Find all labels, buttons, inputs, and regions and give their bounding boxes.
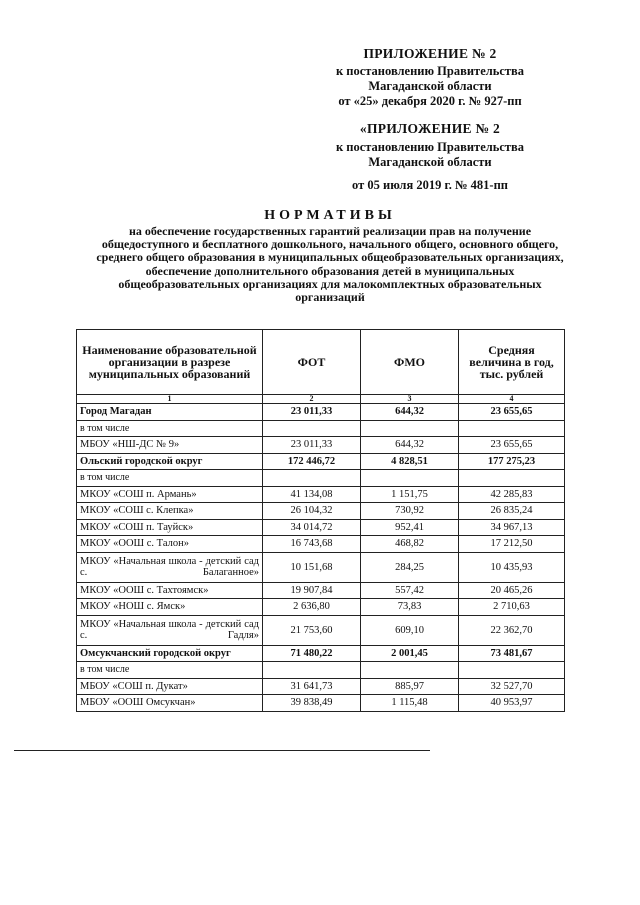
row-fot: 16 743,68 xyxy=(263,536,361,553)
row-fot: 41 134,08 xyxy=(263,486,361,503)
row-fmo: 557,42 xyxy=(361,582,459,599)
table-row-district xyxy=(77,453,565,470)
row-fot: 10 151,68 xyxy=(263,552,361,582)
row-name: МБОУ «НШ-ДС № 9» xyxy=(77,437,263,454)
row-fot: 71 480,22 xyxy=(263,645,361,662)
row-average: 26 835,24 xyxy=(459,503,565,520)
row-name: Омсукчанский городской округ xyxy=(77,645,263,662)
row-fot: 21 753,60 xyxy=(263,615,361,645)
row-fot: 172 446,72 xyxy=(263,453,361,470)
row-fot: 19 907,84 xyxy=(263,582,361,599)
row-average: 17 212,50 xyxy=(459,536,565,553)
row-name: МКОУ «НОШ с. Ямск» xyxy=(77,599,263,616)
table-row xyxy=(77,615,565,645)
appendix-block-original xyxy=(300,121,560,193)
row-fmo: 644,32 xyxy=(361,404,459,421)
row-fot xyxy=(263,662,361,679)
column-number: 4 xyxy=(459,395,565,404)
table-row-subheading xyxy=(77,420,565,437)
row-fot xyxy=(263,470,361,487)
row-average: 42 285,83 xyxy=(459,486,565,503)
row-fmo: 284,25 xyxy=(361,552,459,582)
normatives-table xyxy=(76,329,565,712)
row-average: 73 481,67 xyxy=(459,645,565,662)
column-number: 1 xyxy=(77,395,263,404)
appendix-line: к постановлению Правительства xyxy=(335,64,525,78)
row-fmo: 2 001,45 xyxy=(361,645,459,662)
row-average: 177 275,23 xyxy=(459,453,565,470)
row-name: Ольский городской округ xyxy=(77,453,263,470)
header-fmo: ФМО xyxy=(361,330,459,395)
table-row-subheading xyxy=(77,470,565,487)
table-row xyxy=(77,695,565,712)
table-row-subheading xyxy=(77,662,565,679)
row-average: 22 362,70 xyxy=(459,615,565,645)
row-name: Город Магадан xyxy=(77,404,263,421)
document-title: НОРМАТИВЫ xyxy=(264,208,396,223)
row-average xyxy=(459,420,565,437)
row-fmo: 1 115,48 xyxy=(361,695,459,712)
table-row xyxy=(77,599,565,616)
footer-divider xyxy=(14,750,430,751)
row-fmo: 952,41 xyxy=(361,519,459,536)
row-name: в том числе xyxy=(77,470,263,487)
row-name: МКОУ «Начальная школа - детский сад с. Гадля» xyxy=(77,615,263,645)
row-name: в том числе xyxy=(77,662,263,679)
appendix-line: Магаданской области xyxy=(368,155,492,169)
row-average: 40 953,97 xyxy=(459,695,565,712)
row-name: МБОУ «СОШ п. Дукат» xyxy=(77,678,263,695)
row-name: МКОУ «ООШ с. Талон» xyxy=(77,536,263,553)
column-number: 2 xyxy=(263,395,361,404)
appendix-heading: ПРИЛОЖЕНИЕ № 2 xyxy=(363,46,497,61)
row-fot: 26 104,32 xyxy=(263,503,361,520)
row-average: 32 527,70 xyxy=(459,678,565,695)
appendix-heading: «ПРИЛОЖЕНИЕ № 2 xyxy=(359,121,501,136)
table-row xyxy=(77,552,565,582)
document-subtitle: на обеспечение государственных гарантий реализации прав на получение общедоступного и бесплатного дошкольного, начального общего, основного общего, среднего общего образования в муниципальных общеобразовательных организациях, обеспечение дополнительного образования детей в муниципальных общеобразовательных организациях для малокомплектных образовательных организаций xyxy=(96,224,564,305)
appendix-date: от 05 июля 2019 г. № 481-пп xyxy=(352,178,508,192)
row-name: МКОУ «ООШ с. Тахтоямск» xyxy=(77,582,263,599)
row-name: МКОУ «СОШ п. Армань» xyxy=(77,486,263,503)
row-average xyxy=(459,662,565,679)
table-row xyxy=(77,519,565,536)
appendix-block-new xyxy=(300,46,560,109)
table-header-row xyxy=(77,330,565,395)
row-fot: 39 838,49 xyxy=(263,695,361,712)
header-average: Средняя величина в год, тыс. рублей xyxy=(459,330,565,395)
appendix-line: к постановлению Правительства xyxy=(335,140,525,154)
row-fmo xyxy=(361,662,459,679)
row-name: МКОУ «Начальная школа - детский сад с. Балаганное» xyxy=(77,552,263,582)
appendix-date: от «25» декабря 2020 г. № 927-пп xyxy=(338,94,522,108)
row-name: МБОУ «ООШ Омсукчан» xyxy=(77,695,263,712)
row-fot: 34 014,72 xyxy=(263,519,361,536)
row-average: 2 710,63 xyxy=(459,599,565,616)
row-fot: 31 641,73 xyxy=(263,678,361,695)
row-fot: 23 011,33 xyxy=(263,437,361,454)
row-fmo: 1 151,75 xyxy=(361,486,459,503)
row-average: 20 465,26 xyxy=(459,582,565,599)
row-fmo xyxy=(361,420,459,437)
row-name: МКОУ «СОШ с. Клепка» xyxy=(77,503,263,520)
row-fot xyxy=(263,420,361,437)
row-fmo: 885,97 xyxy=(361,678,459,695)
row-fmo: 4 828,51 xyxy=(361,453,459,470)
header-org-name: Наименование образовательной организации в разрезе муниципальных образований xyxy=(77,330,263,395)
header-fot: ФОТ xyxy=(263,330,361,395)
row-name: в том числе xyxy=(77,420,263,437)
row-average: 23 655,65 xyxy=(459,437,565,454)
table-row xyxy=(77,503,565,520)
row-fmo: 644,32 xyxy=(361,437,459,454)
row-average: 23 655,65 xyxy=(459,404,565,421)
table-row xyxy=(77,678,565,695)
row-average: 10 435,93 xyxy=(459,552,565,582)
row-average: 34 967,13 xyxy=(459,519,565,536)
row-fot: 23 011,33 xyxy=(263,404,361,421)
row-fmo: 468,82 xyxy=(361,536,459,553)
row-name: МКОУ «СОШ п. Тауйск» xyxy=(77,519,263,536)
table-row xyxy=(77,582,565,599)
row-fmo: 730,92 xyxy=(361,503,459,520)
table-row-district xyxy=(77,645,565,662)
table-row xyxy=(77,486,565,503)
row-fot: 2 636,80 xyxy=(263,599,361,616)
row-fmo: 609,10 xyxy=(361,615,459,645)
row-fmo: 73,83 xyxy=(361,599,459,616)
row-average xyxy=(459,470,565,487)
row-fmo xyxy=(361,470,459,487)
table-row xyxy=(77,536,565,553)
table-row xyxy=(77,437,565,454)
column-number: 3 xyxy=(361,395,459,404)
table-row-district xyxy=(77,404,565,421)
appendix-line: Магаданской области xyxy=(368,79,492,93)
column-number-row xyxy=(77,395,565,404)
